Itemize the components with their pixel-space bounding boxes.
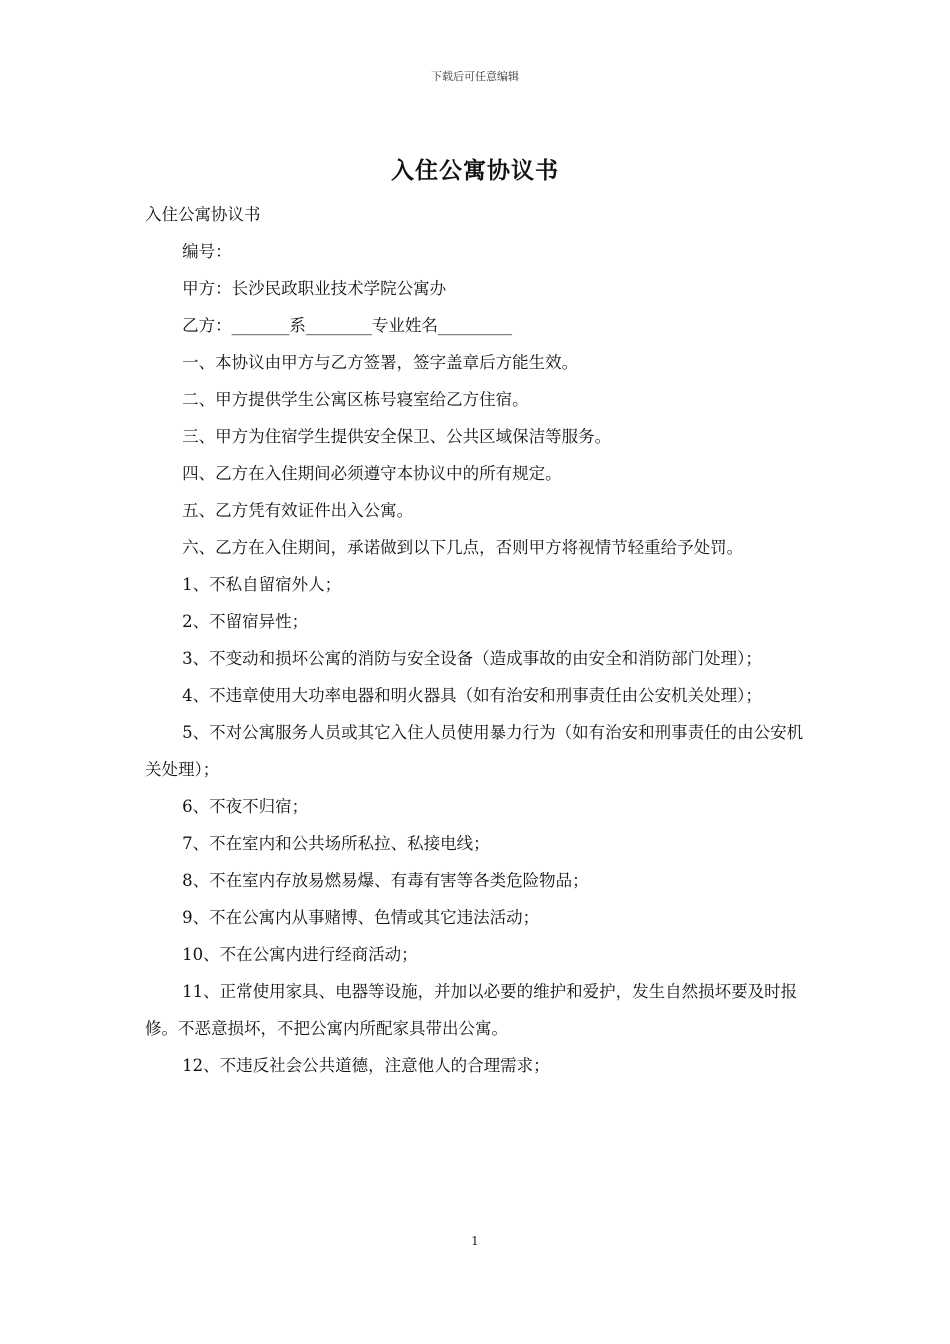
rule-item-4: 4、不违章使用大功率电器和明火器具（如有治安和刑事责任由公安机关处理）； <box>182 686 762 705</box>
rule-item-11: 11、正常使用家具、电器等设施，并加以必要的维护和爱护，发生自然损坏要及时报修。不恶意损坏，不把公寓内所配家具带出公寓。 <box>145 982 798 1038</box>
rule-item-9: 9、不在公寓内从事赌博、色情或其它违法活动； <box>182 908 540 927</box>
rule-item-6: 6、不夜不归宿； <box>182 797 309 816</box>
clause-5: 五、乙方凭有效证件出入公寓。 <box>182 501 414 520</box>
rule-item-5: 5、不对公寓服务人员或其它入住人员使用暴力行为（如有治安和刑事责任的由公安机关处理）； <box>145 723 804 779</box>
clause-6: 六、乙方在入住期间，承诺做到以下几点，否则甲方将视情节轻重给予处罚。 <box>182 538 744 557</box>
rule-item-7: 7、不在室内和公共场所私拉、私接电线； <box>182 834 490 853</box>
document-body <box>145 196 807 1084</box>
clause-4: 四、乙方在入住期间必须遵守本协议中的所有规定。 <box>182 464 562 483</box>
rule-item-10: 10、不在公寓内进行经商活动； <box>182 945 418 964</box>
document-subtitle: 入住公寓协议书 <box>145 205 261 224</box>
serial-number-line: 编号： <box>182 242 232 261</box>
party-a-line: 甲方：长沙民政职业技术学院公寓办 <box>182 279 447 298</box>
clause-2: 二、甲方提供学生公寓区栋号寝室给乙方住宿。 <box>182 390 529 409</box>
rule-item-3: 3、不变动和损坏公寓的消防与安全设备（造成事故的由安全和消防部门处理）； <box>182 649 762 668</box>
rule-item-8: 8、不在室内存放易燃易爆、有毒有害等各类危险物品； <box>182 871 589 890</box>
clause-3: 三、甲方为住宿学生提供安全保卫、公共区域保洁等服务。 <box>182 427 612 446</box>
page-number: 1 <box>471 1234 479 1248</box>
party-b-line: 乙方：_______系________专业姓名_________ <box>182 316 513 335</box>
rule-item-2: 2、不留宿异性； <box>182 612 309 631</box>
rule-item-12: 12、不违反社会公共道德，注意他人的合理需求； <box>182 1056 550 1075</box>
document-title: 入住公寓协议书 <box>391 157 559 184</box>
clause-1: 一、本协议由甲方与乙方签署，签字盖章后方能生效。 <box>182 353 579 372</box>
rule-item-1: 1、不私自留宿外人； <box>182 575 342 594</box>
header-note: 下载后可任意编辑 <box>431 70 519 83</box>
